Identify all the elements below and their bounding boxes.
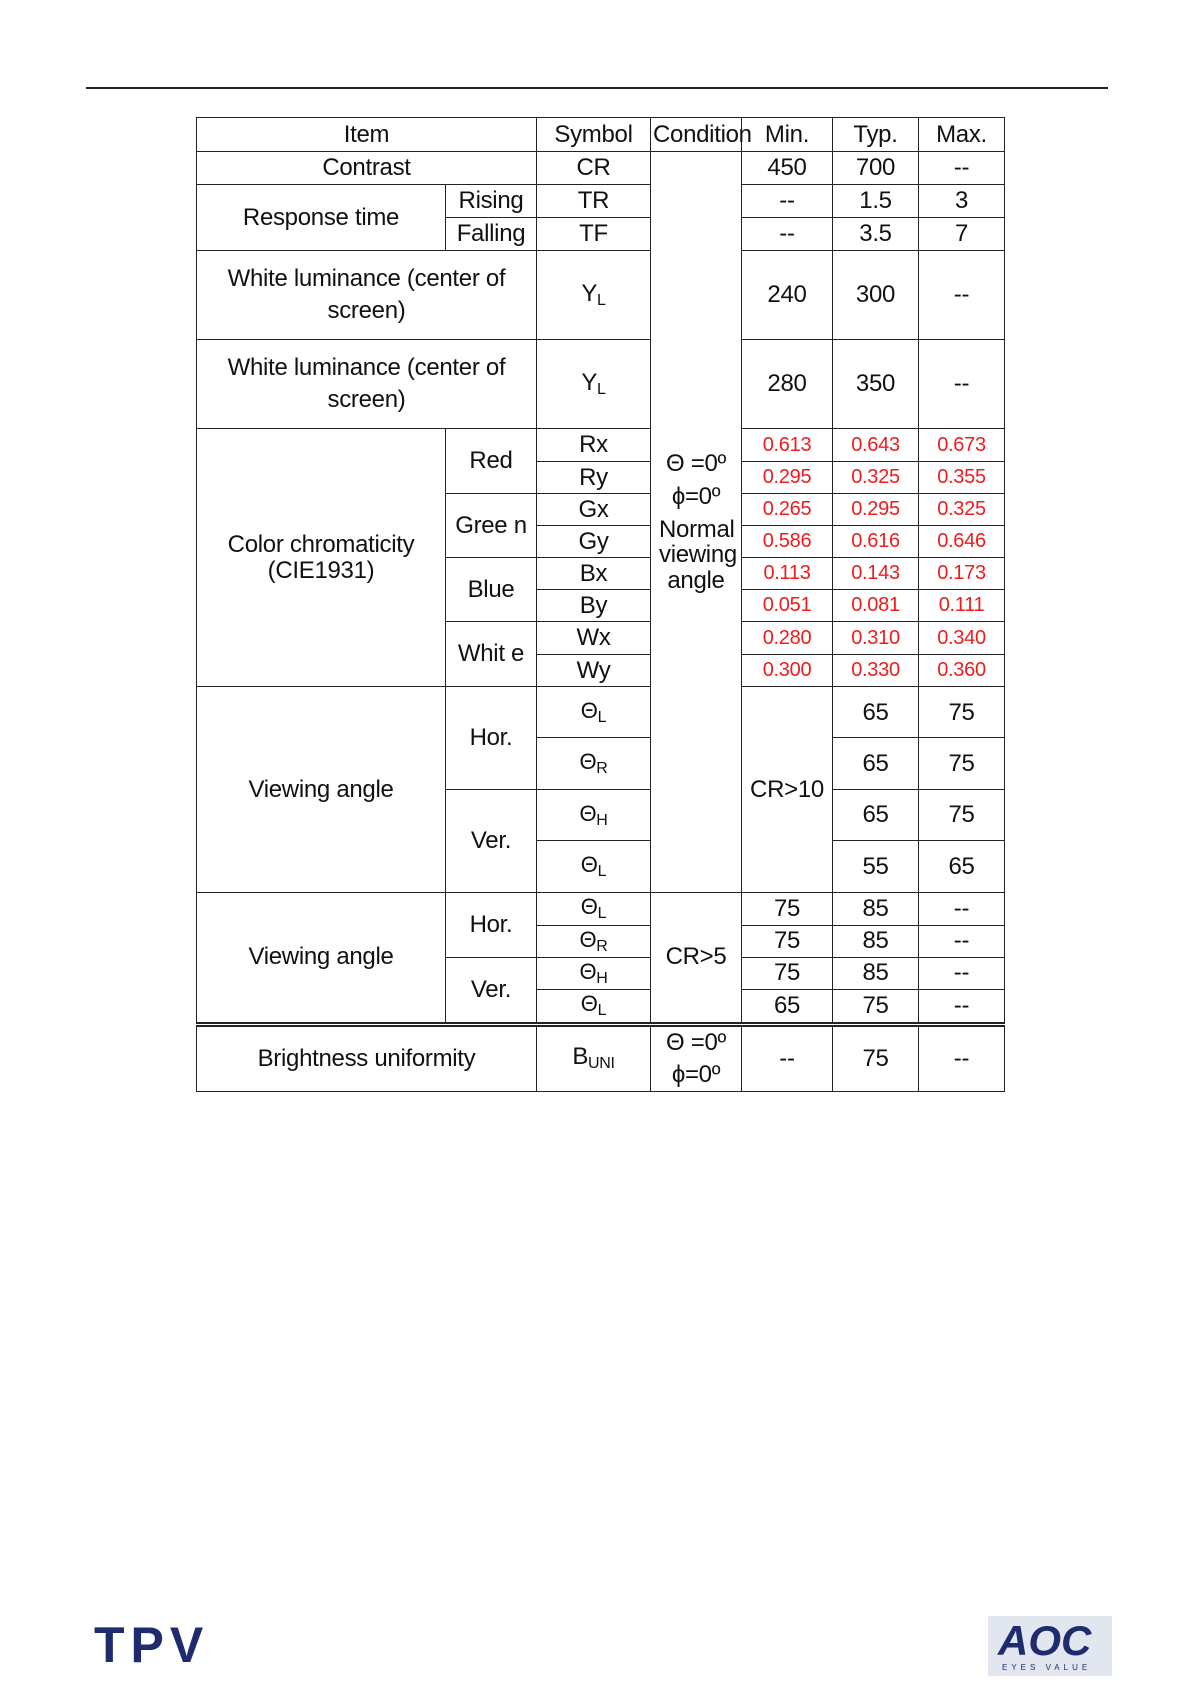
viewing-typ: 75 bbox=[833, 989, 919, 1024]
response-rising-typ: 1.5 bbox=[833, 185, 919, 218]
header-rule bbox=[86, 87, 1108, 89]
white-luminance-symbol-1 bbox=[537, 251, 651, 340]
chroma-typ: 0.325 bbox=[833, 462, 919, 494]
brightness-max: -- bbox=[919, 1024, 1005, 1091]
theta-glyph: Θ bbox=[580, 697, 598, 723]
viewing2-row-1 bbox=[197, 892, 1005, 925]
chroma-symbol: Rx bbox=[537, 429, 651, 462]
contrast-min: 450 bbox=[742, 152, 833, 185]
chroma-typ: 0.643 bbox=[833, 429, 919, 462]
chroma-symbol: Wy bbox=[537, 655, 651, 687]
theta-sub: H bbox=[596, 969, 608, 987]
white-luminance-item-2: White luminance (center of screen) bbox=[197, 340, 537, 429]
viewing2-hor: Hor. bbox=[446, 892, 537, 957]
theta-glyph: Θ bbox=[579, 800, 597, 826]
viewing-max: -- bbox=[919, 892, 1005, 925]
white-luminance-item-1: White luminance (center of screen) bbox=[197, 251, 537, 340]
chroma-symbol: Wx bbox=[537, 622, 651, 655]
header-row bbox=[197, 118, 1005, 152]
aoc-logo-graphic bbox=[988, 1616, 1112, 1676]
chroma-group-green: Gree n bbox=[446, 494, 537, 558]
response-falling-max: 7 bbox=[919, 218, 1005, 251]
viewing2-item: Viewing angle bbox=[197, 892, 446, 1024]
symbol-sub: L bbox=[597, 291, 606, 309]
viewing-symbol bbox=[537, 789, 651, 840]
chroma-group-white: Whit e bbox=[446, 622, 537, 687]
response-rising-max: 3 bbox=[919, 185, 1005, 218]
viewing-typ: 75 bbox=[919, 789, 1005, 840]
chroma-item: Color chromaticity (CIE1931) bbox=[197, 429, 446, 687]
response-rising-label: Rising bbox=[446, 185, 537, 218]
response-falling-typ: 3.5 bbox=[833, 218, 919, 251]
theta-glyph: Θ bbox=[579, 958, 597, 984]
viewing-typ: 65 bbox=[919, 841, 1005, 892]
viewing-max: -- bbox=[919, 957, 1005, 989]
viewing-min: 65 bbox=[833, 789, 919, 840]
chroma-typ: 0.081 bbox=[833, 590, 919, 622]
chroma-max: 0.355 bbox=[919, 462, 1005, 494]
symbol-base: Y bbox=[581, 279, 598, 307]
white-luminance-min-1: 240 bbox=[742, 251, 833, 340]
chroma-max: 0.360 bbox=[919, 655, 1005, 687]
symbol-sub: L bbox=[597, 380, 606, 398]
response-item: Response time bbox=[197, 185, 446, 251]
viewing-symbol bbox=[537, 687, 651, 738]
condition-theta: Θ =0º bbox=[666, 1029, 726, 1057]
chroma-max: 0.673 bbox=[919, 429, 1005, 462]
white-luminance-symbol-2 bbox=[537, 340, 651, 429]
theta-sub: L bbox=[597, 862, 607, 880]
response-falling-label: Falling bbox=[446, 218, 537, 251]
symbol-base: Y bbox=[581, 368, 598, 396]
viewing1-hor: Hor. bbox=[446, 687, 537, 790]
chroma-group-blue: Blue bbox=[446, 558, 537, 622]
header-condition: Condition bbox=[651, 118, 742, 152]
brightness-typ: 75 bbox=[833, 1024, 919, 1091]
tpv-logo-text: TPV bbox=[94, 1617, 210, 1673]
response-rising-min: -- bbox=[742, 185, 833, 218]
chroma-min: 0.613 bbox=[742, 429, 833, 462]
chroma-min: 0.113 bbox=[742, 558, 833, 590]
viewing1-item: Viewing angle bbox=[197, 687, 446, 893]
spec-table bbox=[196, 117, 1005, 1092]
chroma-max: 0.340 bbox=[919, 622, 1005, 655]
brightness-symbol bbox=[537, 1024, 651, 1091]
contrast-max: -- bbox=[919, 152, 1005, 185]
viewing-typ: 85 bbox=[833, 892, 919, 925]
brightness-min: -- bbox=[742, 1024, 833, 1091]
viewing-min: 65 bbox=[742, 989, 833, 1024]
chroma-typ: 0.310 bbox=[833, 622, 919, 655]
theta-sub: R bbox=[596, 937, 608, 955]
aoc-logo-text: AOC bbox=[998, 1617, 1092, 1664]
viewing-min: 55 bbox=[833, 841, 919, 892]
header-typ: Typ. bbox=[833, 118, 919, 152]
theta-glyph: Θ bbox=[579, 926, 597, 952]
theta-glyph: Θ bbox=[580, 851, 598, 877]
white-luminance-min-2: 280 bbox=[742, 340, 833, 429]
header-symbol: Symbol bbox=[537, 118, 651, 152]
response-rising-row bbox=[197, 185, 1005, 218]
theta-sub: R bbox=[596, 760, 608, 778]
chroma-max: 0.173 bbox=[919, 558, 1005, 590]
brightness-row bbox=[197, 1024, 1005, 1091]
theta-glyph: Θ bbox=[580, 991, 598, 1017]
viewing-max: -- bbox=[919, 989, 1005, 1024]
viewing-symbol bbox=[537, 892, 651, 925]
viewing-typ: 85 bbox=[833, 925, 919, 957]
symbol-base: B bbox=[572, 1043, 589, 1071]
viewing-symbol bbox=[537, 738, 651, 789]
contrast-symbol: CR bbox=[537, 152, 651, 185]
chroma-symbol: By bbox=[537, 590, 651, 622]
viewing-symbol bbox=[537, 957, 651, 989]
tpv-logo bbox=[94, 1617, 230, 1673]
brightness-item: Brightness uniformity bbox=[197, 1024, 537, 1091]
viewing-symbol bbox=[537, 989, 651, 1024]
viewing-typ: 75 bbox=[919, 738, 1005, 789]
chroma-typ: 0.616 bbox=[833, 526, 919, 558]
contrast-row bbox=[197, 152, 1005, 185]
chroma-max: 0.325 bbox=[919, 494, 1005, 526]
header-max: Max. bbox=[919, 118, 1005, 152]
theta-sub: H bbox=[596, 811, 608, 829]
viewing-min: 75 bbox=[742, 957, 833, 989]
response-rising-symbol: TR bbox=[537, 185, 651, 218]
chroma-typ: 0.143 bbox=[833, 558, 919, 590]
chroma-min: 0.051 bbox=[742, 590, 833, 622]
normal-condition-cell bbox=[651, 152, 742, 893]
header-item: Item bbox=[197, 118, 537, 152]
theta-glyph: Θ bbox=[580, 894, 598, 920]
viewing-typ: 85 bbox=[833, 957, 919, 989]
chroma-symbol: Ry bbox=[537, 462, 651, 494]
theta-glyph: Θ bbox=[579, 749, 597, 775]
chroma-typ: 0.295 bbox=[833, 494, 919, 526]
contrast-typ: 700 bbox=[833, 152, 919, 185]
chroma-min: 0.280 bbox=[742, 622, 833, 655]
tpv-logo-graphic bbox=[94, 1617, 230, 1673]
viewing-max: -- bbox=[919, 925, 1005, 957]
condition-phi: ϕ=0º bbox=[671, 1060, 721, 1088]
viewing-symbol bbox=[537, 925, 651, 957]
white-luminance-typ-2: 350 bbox=[833, 340, 919, 429]
symbol-sub: UNI bbox=[588, 1055, 615, 1073]
white-luminance-typ-1: 300 bbox=[833, 251, 919, 340]
chroma-symbol: Gy bbox=[537, 526, 651, 558]
viewing-symbol bbox=[537, 841, 651, 892]
aoc-tagline: EYES VALUE bbox=[1002, 1663, 1092, 1672]
chroma-symbol: Gx bbox=[537, 494, 651, 526]
viewing-min: 65 bbox=[833, 738, 919, 789]
white-luminance-row-2 bbox=[197, 340, 1005, 429]
theta-sub: L bbox=[597, 905, 607, 923]
white-luminance-max-2: -- bbox=[919, 340, 1005, 429]
condition-theta: Θ =0º bbox=[666, 449, 726, 477]
white-luminance-row-1 bbox=[197, 251, 1005, 340]
theta-sub: L bbox=[597, 708, 607, 726]
response-falling-min: -- bbox=[742, 218, 833, 251]
viewing1-condition: CR>10 bbox=[742, 687, 833, 893]
chroma-typ: 0.330 bbox=[833, 655, 919, 687]
viewing-typ: 75 bbox=[919, 687, 1005, 738]
response-falling-symbol: TF bbox=[537, 218, 651, 251]
viewing1-ver: Ver. bbox=[446, 789, 537, 892]
viewing1-row-1 bbox=[197, 687, 1005, 738]
aoc-logo bbox=[988, 1616, 1112, 1676]
chroma-max: 0.646 bbox=[919, 526, 1005, 558]
white-luminance-max-1: -- bbox=[919, 251, 1005, 340]
chroma-symbol: Bx bbox=[537, 558, 651, 590]
viewing-min: 75 bbox=[742, 925, 833, 957]
theta-sub: L bbox=[597, 1002, 607, 1020]
chroma-min: 0.295 bbox=[742, 462, 833, 494]
chroma-min: 0.300 bbox=[742, 655, 833, 687]
viewing-min: 65 bbox=[833, 687, 919, 738]
chroma-group-red: Red bbox=[446, 429, 537, 494]
contrast-item: Contrast bbox=[197, 152, 537, 185]
viewing2-condition: CR>5 bbox=[651, 892, 742, 1024]
chroma-min: 0.265 bbox=[742, 494, 833, 526]
chroma-min: 0.586 bbox=[742, 526, 833, 558]
condition-phi: ϕ=0º bbox=[671, 482, 721, 510]
viewing2-ver: Ver. bbox=[446, 957, 537, 1024]
viewing-min: 75 bbox=[742, 892, 833, 925]
condition-label: Normal viewing angle bbox=[659, 516, 737, 594]
brightness-condition bbox=[651, 1024, 742, 1091]
chroma-row-rx bbox=[197, 429, 1005, 462]
header-min: Min. bbox=[742, 118, 833, 152]
chroma-max: 0.111 bbox=[919, 590, 1005, 622]
